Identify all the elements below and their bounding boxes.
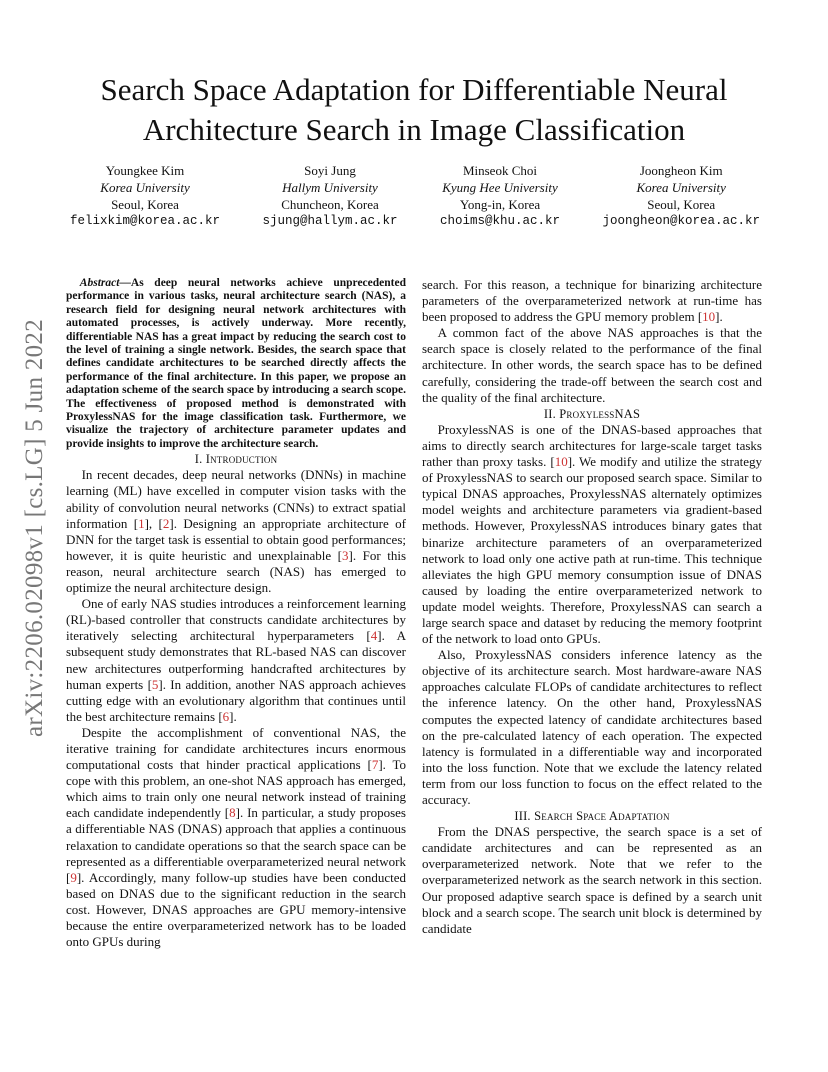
arxiv-sidebar: [20, 298, 50, 758]
section-title: ProxylessNAS: [559, 406, 641, 421]
section-heading-introduction: [66, 451, 406, 467]
paragraph: [66, 725, 406, 950]
abstract-label: Abstract: [79, 277, 120, 289]
text-run: ]. We modify and utilize the strategy of ProxylessNAS to search our proposed search space. Similar to typical DNAS approaches, ProxylessNAS alternately optimizes model weights and architecture parameters via gradient-based methods. However, ProxylessNAS introduces binary gates that binarize architecture parameters of an overparameterized network to load only one active path at run-time. This technique alleviates the high GPU memory consumption issue of DNAS caused by loading the entire overparameterized network to update model weights. Therefore, ProxylessNAS can search a large search space and dataset by reducing the memory footprint of the network to load onto GPUs.: [422, 454, 762, 647]
right-column: [422, 277, 762, 937]
paragraph: [66, 596, 406, 725]
citation-link[interactable]: 7: [371, 757, 379, 773]
paragraph: Also, ProxylessNAS considers inference latency as the objective of its architecture search. Most hardware-aware NAS approaches calculate FLOPs of candidate architectures to reflect the inference latency. On the other hand, ProxylessNAS computes the expected latency of candidate architectures based on the pre-calculated latency of each operation. The expected latency is formulated in a differentiable way and incorporated into the loss function. Note that we exclude the latency related term from our loss function to focus on the effect related to the accuracy.: [422, 647, 762, 807]
author-affiliation: Kyung Hee University: [442, 180, 558, 195]
author-email[interactable]: sjung@hallym.ac.kr: [262, 214, 398, 228]
author-name: Youngkee Kim: [105, 163, 185, 178]
text-run: ].: [229, 708, 237, 724]
author-email[interactable]: choims@khu.ac.kr: [439, 214, 560, 228]
author-location: Seoul, Korea: [111, 197, 179, 212]
text-run: ]. Designing an appropriate architecture of DNN for the target task is essential to obtain good performances; however, it is quite heuristic and unexplainable [: [66, 515, 406, 563]
text-run: Despite the accomplishment of conventional NAS, the iterative training for candidate architectures incurs enormous computational costs that hinder practical applications [: [66, 724, 406, 773]
left-column: [66, 277, 406, 950]
author-affiliation: Hallym University: [282, 180, 378, 195]
section-number: I.: [194, 452, 203, 467]
text-run: ]. For this reason, neural architecture search (NAS) has emerged to optimize the neural architecture design.: [66, 547, 406, 596]
author-name: Soyi Jung: [304, 163, 356, 178]
paragraph: A common fact of the above NAS approaches is that the search space is closely related to the performance of the final architecture. In other words, the search space has to be defined carefully, considering the trade-off between the search cost and the quality of the final architecture.: [422, 325, 762, 405]
section-title: Introduction: [205, 452, 278, 467]
section-number: II.: [543, 406, 556, 421]
citation-link[interactable]: 2: [162, 515, 170, 531]
citation-link[interactable]: 6: [222, 708, 230, 724]
text-run: In recent decades, deep neural networks (DNNs) in machine learning (ML) have excelled in computer vision tasks with the ability of convolution neural networks (CNNs) to extract spatial information [: [66, 467, 406, 531]
paragraph: [66, 467, 406, 596]
text-run: ], [: [144, 515, 163, 531]
author-location: Chuncheon, Korea: [281, 197, 379, 212]
section-heading-proxylessnas: [422, 406, 762, 422]
citation-link[interactable]: 10: [702, 309, 716, 325]
paper-title: Search Space Adaptation for Differentiable Neural Architecture Search in Image Classification: [100, 72, 728, 147]
abstract-text: —As deep neural networks achieve unprecedented performance in various tasks, neural architecture search (NAS), a research field for designing neural network architectures with automated processes, is actively underway. More recently, differentiable NAS has a great impact by reducing the search cost to the level of training a single network. Besides, the search space that defines candidate architectures to be searched directly affects the performance of the final architecture. In this paper, we propose an adaptation scheme of the search space by introducing a search scope. The effectiveness of proposed method is demonstrated with ProxylessNAS for the image classification task. Furthermore, we visualize the trajectory of architecture parameter updates and provide insights to improve the architecture search.: [66, 277, 406, 450]
citation-link[interactable]: 3: [341, 547, 349, 563]
author-location: Yong-in, Korea: [459, 197, 541, 212]
paragraph: [422, 277, 762, 325]
text-run: ].: [715, 309, 723, 325]
author-name: Joongheon Kim: [639, 163, 723, 178]
citation-link[interactable]: 5: [151, 676, 159, 692]
arxiv-identifier[interactable]: arXiv:2206.02098v1 [cs.LG] 5 Jun 2022: [21, 319, 48, 737]
citation-link[interactable]: 8: [229, 805, 236, 821]
author-list: [70, 162, 760, 230]
section-title: Search Space Adaptation: [534, 809, 670, 824]
citation-link[interactable]: 4: [370, 628, 378, 644]
author-location: Seoul, Korea: [647, 197, 716, 212]
paragraph: From the DNAS perspective, the search space is a set of candidate architectures and can be represented as an overparameterized network. Note that we refer to the overparameterized network as the search network in this section. Our proposed adaptive search space is defined by a search unit block and a search scope. The search unit block is determined by candidate: [422, 824, 762, 936]
author-name: Minseok Choi: [462, 163, 537, 178]
author-affiliation: Korea University: [636, 180, 726, 195]
author-email[interactable]: joongheon@korea.ac.kr: [602, 214, 760, 228]
text-run: ]. A subsequent study demonstrates that RL-based NAS can discover new architectures outperforming handcrafted architectures by human experts [: [66, 628, 407, 692]
author-2: [262, 162, 397, 230]
author-email[interactable]: felixkim@korea.ac.kr: [70, 214, 221, 228]
text-run: ProxylessNAS is one of the DNAS-based approaches that aims to directly search architectures for large-scale target tasks rather than proxy tasks. [: [422, 421, 762, 470]
section-heading-search-space-adaptation: [422, 808, 762, 824]
author-1: [70, 162, 220, 230]
citation-link[interactable]: 10: [554, 454, 568, 470]
text-run: ]. To cope with this problem, an one-shot NAS approach has emerged, which aims to train only one neural network instead of training each candidate independently [: [66, 757, 406, 821]
text-run: One of early NAS studies introduces a reinforcement learning (RL)-based controller that constructs candidate architectures by iteratively selecting architectural hyperparameters [: [66, 596, 406, 644]
text-run: ]. Accordingly, many follow-up studies have been conducted based on DNAS due to the significant reduction in the search cost. However, DNAS approaches are GPU memory-intensive because the entire overparameterized network has to be loaded onto GPUs during: [66, 869, 406, 950]
text-run: search. For this reason, a technique for binarizing architecture parameters of the overparameterized network at run-time has been proposed to address the GPU memory problem [: [422, 277, 762, 325]
citation-link[interactable]: 9: [70, 869, 77, 885]
abstract: [66, 277, 406, 451]
author-affiliation: Korea University: [100, 180, 190, 195]
paragraph: [422, 422, 762, 647]
text-run: ]. In addition, another NAS approach achieves cutting edge with an evolutionary algorithm that continues until the best architecture remains [: [66, 676, 406, 724]
citation-link[interactable]: 1: [138, 515, 145, 531]
author-3: [440, 162, 560, 230]
author-4: [602, 162, 760, 230]
text-run: ]. In particular, a study proposes a differentiable NAS (DNAS) approach that applies a continuous relaxation to candidate operations so that the search space can be represented as a differentiable overparameterized neural network [: [66, 805, 406, 885]
section-number: III.: [514, 809, 531, 824]
